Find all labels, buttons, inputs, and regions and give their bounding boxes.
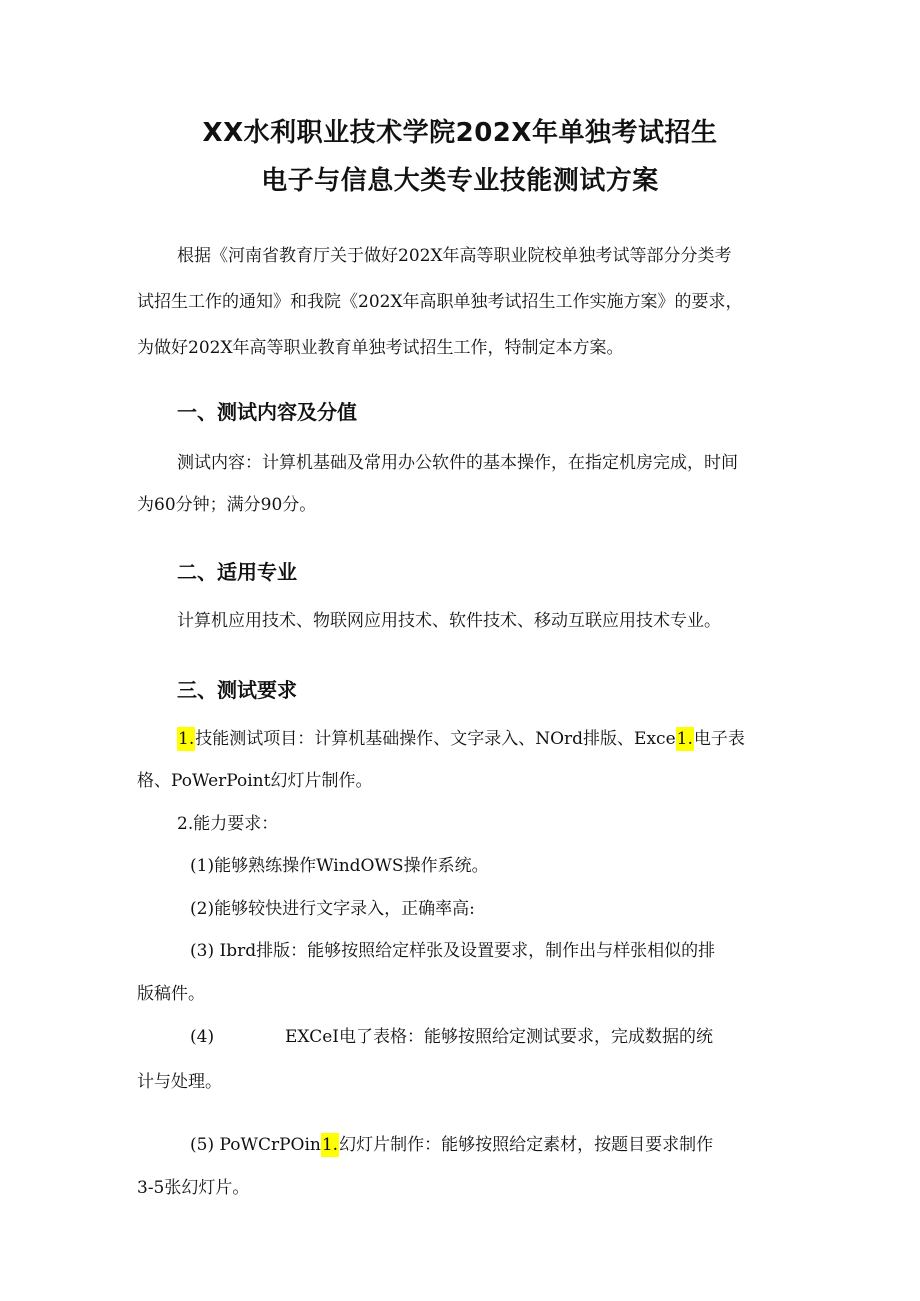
sub-item5-line2: 3-5张幻灯片。: [137, 1178, 250, 1198]
section2-heading: 二、适用专业: [177, 560, 297, 584]
sub-item1: (1)能够熟练操作WindOWS操作系统。: [190, 856, 489, 876]
intro-line3: 为做好202X年高等职业教育单独考试招生工作，特制定本方案。: [137, 338, 624, 358]
sub-item4-number: (4): [190, 1027, 215, 1047]
section3-item1-line2: 格、PoWerPoint幻灯片制作。: [137, 771, 373, 791]
section3-heading: 三、测试要求: [177, 678, 297, 702]
sub-item5-line1: [190, 1133, 713, 1157]
sub5-text-a: (5) PoWCrPOin: [190, 1135, 321, 1155]
item1-text-a: 技能测试项目：计算机基础操作、文字录入、NOrd排版、Exce: [195, 729, 676, 749]
section1-heading: 一、测试内容及分值: [177, 400, 357, 424]
sub5-text-b: 幻灯片制作：能够按照给定素材，按题目要求制作: [339, 1135, 714, 1155]
sub-item3-line2: 版稿件。: [137, 984, 205, 1004]
sub-item4-line2: 计与处理。: [137, 1072, 222, 1092]
section3-item2: 2.能力要求：: [177, 814, 279, 834]
document-title-line1: XX水利职业技术学院202X年单独考试招生: [202, 118, 718, 148]
highlighted-text: 1.: [676, 729, 693, 749]
document-title-line2: 电子与信息大类专业技能测试方案: [261, 166, 659, 196]
sub-item2: (2)能够较快进行文字录入，正确率高:: [190, 899, 475, 919]
sub-item3-line1: (3) Ibrd排版：能够按照给定样张及设置要求，制作出与样张相似的排: [190, 941, 716, 961]
intro-line1: 根据《河南省教育厅关于做好202X年高等职业院校单独考试等部分分类考: [177, 246, 732, 266]
highlighted-text: 1.: [321, 1135, 339, 1155]
section2-line1: 计算机应用技术、物联网应用技术、软件技术、移动互联应用技术专业。: [177, 611, 721, 631]
item1-text-b: 电子表: [693, 729, 745, 749]
highlighted-number: 1.: [178, 729, 195, 749]
sub-item4-text: EXCeI电了表格：能够按照给定测试要求，完成数据的统: [285, 1027, 713, 1047]
intro-line2: 试招生工作的通知》和我院《202X年高职单独考试招生工作实施方案》的要求，: [137, 292, 743, 312]
section1-line2: 为60分钟；满分90分。: [137, 495, 317, 515]
section3-item1: [177, 727, 745, 751]
section1-line1: 测试内容：计算机基础及常用办公软件的基本操作，在指定机房完成，时间: [177, 453, 738, 473]
